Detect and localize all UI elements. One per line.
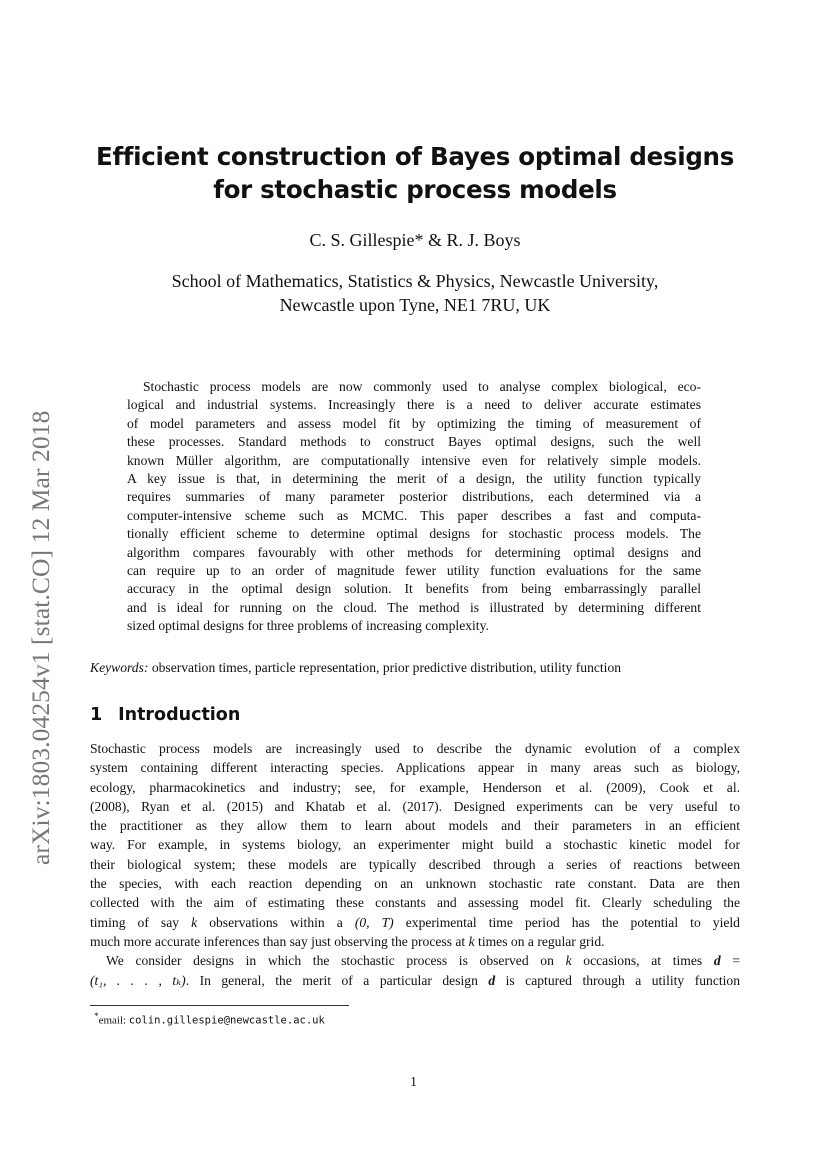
keywords-text: observation times, particle representation, prior predictive distribution, utility function — [151, 660, 622, 675]
abstract-line: computer-intensive scheme such as MCMC. This paper describes a fast and computa- — [127, 507, 701, 523]
keywords — [90, 659, 740, 677]
abstract-line: logical and industrial systems. Increasingly there is a need to deliver accurate estimates — [127, 397, 701, 413]
abstract-line: and is ideal for running on the cloud. The method is illustrated by determining different — [127, 599, 701, 615]
math-tuple: (t₁, . . . , tₖ) — [90, 972, 186, 988]
abstract-line: known Müller algorithm, are computationally intensive even for relatively simple models. — [127, 452, 701, 468]
authors: C. S. Gillespie* & R. J. Boys — [309, 230, 521, 250]
footnote — [94, 1009, 325, 1028]
keywords-label: Keywords: — [90, 660, 149, 675]
body-line: collected with the aim of estimating these constants and assessing model fit. Clearly scheduling the — [90, 895, 740, 911]
footnote-marker: * — [94, 1011, 99, 1021]
introduction-body — [90, 739, 740, 990]
affiliation-line-2: Newcastle upon Tyne, NE1 7RU, UK — [279, 295, 551, 315]
body-line — [90, 913, 740, 932]
body-line: system containing different interacting species. Applications appear in many areas such as biology, — [90, 760, 740, 776]
body-line: ecology, pharmacokinetics and industry; see, for example, Henderson et al. (2009), Cook et al. — [90, 779, 740, 795]
affiliation — [90, 269, 740, 317]
body-line: their biological system; these models are typically described through a series of reactions between — [90, 856, 740, 872]
section-title: Introduction — [118, 705, 241, 725]
text-run: times on a regular grid. — [474, 933, 605, 949]
text-run: experimental time period has the potential to yield — [393, 914, 740, 930]
abstract-line: A key issue is that, in determining the merit of a design, the utility function typically — [127, 470, 701, 486]
paper-title-line-2: for stochastic process models — [213, 175, 617, 204]
body-line — [90, 932, 740, 951]
math-k: k — [468, 933, 475, 949]
paper-title-line-1: Efficient construction of Bayes optimal designs — [96, 142, 734, 171]
body-line: the species, with each reaction depending on an unknown stochastic rate constant. Data are then — [90, 876, 740, 892]
abstract-line: of model parameters and assess model fit by optimizing the timing of measurement of — [127, 415, 701, 431]
body-line — [90, 951, 740, 970]
abstract — [127, 378, 701, 635]
math-k: k — [191, 914, 198, 930]
text-run: = — [720, 953, 741, 969]
abstract-line: requires summaries of many parameter posterior distributions, each determined via a — [127, 489, 701, 505]
section-heading — [90, 704, 240, 726]
arxiv-identifier-text: arXiv:1803.04254v1 [stat.CO] 12 Mar 2018 — [26, 410, 55, 865]
body-line — [90, 971, 740, 990]
section-number: 1 — [90, 705, 103, 725]
abstract-line: accuracy in the optimal design solution. It benefits from being embarrassingly parallel — [127, 581, 701, 597]
text-run: is captured through a utility function — [495, 972, 740, 988]
text-run: occasions, at times — [571, 953, 714, 969]
abstract-line: these processes. Standard methods to construct Bayes optimal designs, such the well — [127, 434, 701, 450]
math-k: k — [565, 953, 572, 969]
page-number: 1 — [410, 1074, 417, 1089]
text-run: timing of say — [90, 914, 192, 930]
body-line: Stochastic process models are increasingly used to describe the dynamic evolution of a complex — [90, 741, 740, 756]
math-d: d — [713, 953, 721, 969]
abstract-line: tionally efficient scheme to determine optimal designs for stochastic process models. The — [127, 526, 701, 542]
text-run: much more accurate inferences than say just observing the process at — [90, 933, 469, 949]
text-run: We consider designs in which the stochastic process is observed on — [106, 953, 566, 969]
body-line: (2008), Ryan et al. (2015) and Khatab et al. (2017). Designed experiments can be very useful to — [90, 798, 740, 814]
footnote-label: email: — [98, 1014, 129, 1027]
arxiv-identifier-stamp — [19, 355, 63, 865]
abstract-line: can require up to an order of magnitude fewer utility function evaluations for the same — [127, 562, 701, 578]
body-line: way. For example, in systems biology, an experimenter might build a stochastic kinetic model for — [90, 837, 740, 853]
abstract-line: sized optimal designs for three problems of increasing complexity. — [127, 618, 489, 634]
body-line: the practitioner as they allow them to learn about models and their parameters in an efficient — [90, 818, 740, 834]
text-run: observations within a — [197, 914, 355, 930]
affiliation-line-1: School of Mathematics, Statistics & Physics, Newcastle University, — [171, 271, 659, 291]
footnote-rule — [90, 1005, 349, 1006]
math-interval: (0, T) — [354, 914, 394, 930]
math-d: d — [488, 972, 496, 988]
footnote-email: colin.gillespie@newcastle.ac.uk — [128, 1014, 325, 1027]
text-run: . In general, the merit of a particular design — [185, 972, 489, 988]
abstract-line: Stochastic process models are now commonly used to analyse complex biological, eco- — [143, 379, 701, 394]
paper-title — [90, 140, 740, 206]
abstract-line: algorithm compares favourably with other methods for determining optimal designs and — [127, 544, 701, 560]
